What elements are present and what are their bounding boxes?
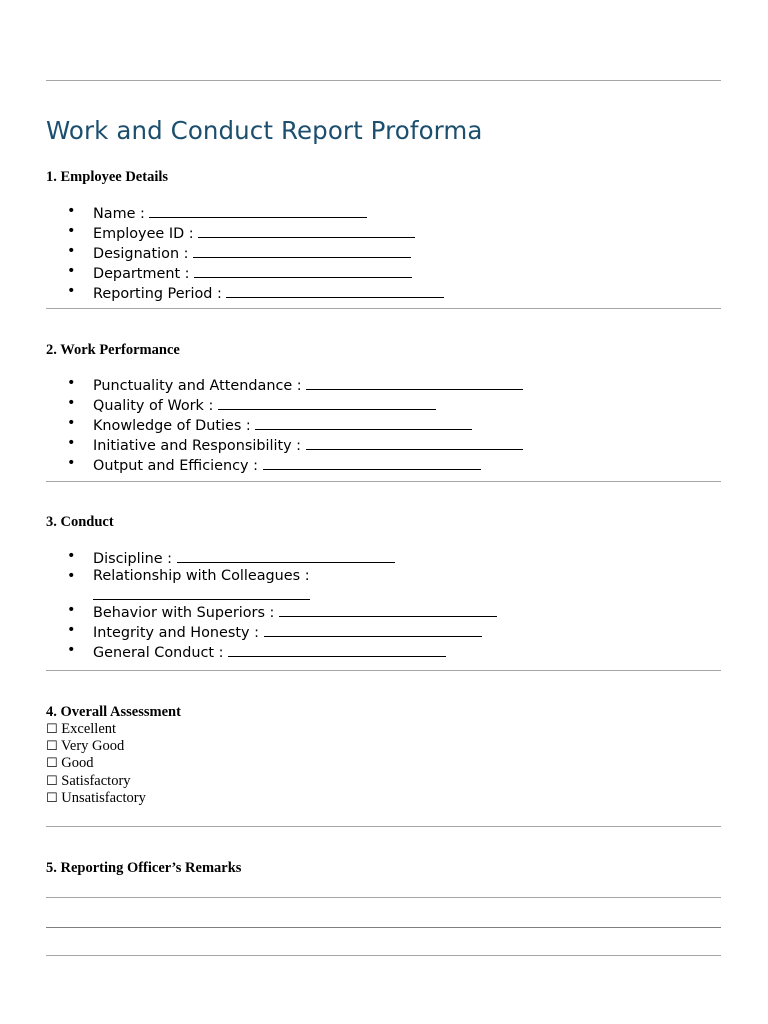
- bullet: •: [67, 263, 76, 279]
- field-label: Knowledge of Duties :: [93, 418, 251, 434]
- checkbox-icon[interactable]: ☐: [46, 790, 58, 806]
- bullet: •: [67, 395, 76, 411]
- discipline-blank-line[interactable]: [177, 548, 395, 563]
- list-item-name: [46, 203, 444, 223]
- superiors-blank-line[interactable]: [279, 602, 497, 617]
- bullet: •: [67, 243, 76, 259]
- option-label: Satisfactory: [61, 772, 131, 789]
- field-label: Employee ID :: [93, 226, 194, 242]
- option-label: Unsatisfactory: [61, 789, 146, 806]
- option-good[interactable]: [46, 755, 146, 772]
- document-title: Work and Conduct Report Proforma: [46, 116, 483, 145]
- list-item-general-conduct: [46, 642, 497, 662]
- option-label: Good: [61, 755, 94, 772]
- field-label: Name :: [93, 206, 145, 222]
- punctuality-blank-line[interactable]: [306, 375, 523, 390]
- field-label: Reporting Period :: [93, 286, 222, 302]
- reporting-period-blank-line[interactable]: [226, 283, 444, 298]
- list-item-designation: [46, 243, 444, 263]
- list-item-quality-of-work: [46, 395, 523, 415]
- field-label: Initiative and Responsibility :: [93, 438, 302, 454]
- field-label: Behavior with Superiors :: [93, 605, 275, 621]
- list-item-department: [46, 263, 444, 283]
- bullet: •: [67, 223, 76, 239]
- option-unsatisfactory[interactable]: [46, 790, 146, 807]
- section-heading-conduct: 3. Conduct: [46, 514, 114, 530]
- checkbox-icon[interactable]: ☐: [46, 722, 58, 737]
- list-item-output: [46, 455, 523, 475]
- field-label: Discipline :: [93, 551, 173, 567]
- bullet: •: [67, 548, 76, 564]
- section-heading-employee-details: 1. Employee Details: [46, 169, 169, 185]
- assessment-options: [46, 721, 146, 807]
- initiative-blank-line[interactable]: [306, 435, 523, 450]
- checkbox-icon[interactable]: ☐: [46, 739, 58, 755]
- option-very-good[interactable]: [46, 738, 146, 755]
- field-label: Relationship with Colleagues :: [93, 568, 310, 584]
- bullet: •: [67, 622, 76, 638]
- checkbox-icon[interactable]: ☐: [46, 756, 58, 772]
- conduct-list: [46, 548, 497, 662]
- field-label: Integrity and Honesty :: [93, 625, 259, 641]
- option-label: Very Good: [61, 738, 125, 755]
- bullet: •: [67, 642, 76, 658]
- field-label: Quality of Work :: [93, 398, 214, 414]
- section-heading-remarks: 5. Reporting Officer’s Remarks: [46, 860, 242, 876]
- field-label: Output and Efficiency :: [93, 458, 258, 474]
- field-label: Punctuality and Attendance :: [93, 378, 302, 394]
- divider: [46, 80, 721, 81]
- bullet: •: [67, 602, 76, 618]
- bullet: •: [67, 435, 76, 451]
- list-item-punctuality: [46, 375, 523, 395]
- bullet: •: [67, 283, 76, 299]
- remarks-line[interactable]: [46, 897, 721, 898]
- list-item-discipline: [46, 548, 497, 568]
- list-item-superiors: [46, 602, 497, 622]
- designation-blank-line[interactable]: [193, 243, 411, 258]
- option-excellent[interactable]: [46, 721, 146, 738]
- knowledge-blank-line[interactable]: [255, 415, 472, 430]
- divider: [46, 826, 721, 827]
- bullet: •: [67, 375, 76, 391]
- work-performance-list: [46, 375, 523, 475]
- section-heading-overall-assessment: 4. Overall Assessment: [46, 704, 181, 720]
- bullet: •: [67, 415, 76, 431]
- employee-id-blank-line[interactable]: [198, 223, 415, 238]
- remarks-line[interactable]: [46, 955, 721, 956]
- colleagues-blank-line[interactable]: [93, 585, 310, 600]
- bullet: •: [67, 455, 76, 471]
- list-item-integrity: [46, 622, 497, 642]
- bullet: •: [67, 203, 76, 219]
- name-blank-line[interactable]: [149, 203, 367, 218]
- field-label: Designation :: [93, 246, 189, 262]
- quality-blank-line[interactable]: [218, 395, 436, 410]
- list-item-knowledge: [46, 415, 523, 435]
- field-label: General Conduct :: [93, 645, 224, 661]
- divider: [46, 670, 721, 671]
- integrity-blank-line[interactable]: [264, 622, 482, 637]
- section-heading-work-performance: 2. Work Performance: [46, 342, 180, 358]
- field-label: Department :: [93, 266, 190, 282]
- general-conduct-blank-line[interactable]: [228, 642, 446, 657]
- option-satisfactory[interactable]: [46, 773, 146, 790]
- option-label: Excellent: [61, 721, 117, 737]
- department-blank-line[interactable]: [194, 263, 412, 278]
- remarks-line[interactable]: [46, 927, 721, 928]
- list-item-initiative: [46, 435, 523, 455]
- divider: [46, 308, 721, 309]
- list-item-colleagues: [46, 568, 497, 602]
- employee-details-list: [46, 203, 444, 303]
- list-item-employee-id: [46, 223, 444, 243]
- divider: [46, 481, 721, 482]
- list-item-reporting-period: [46, 283, 444, 303]
- output-blank-line[interactable]: [263, 455, 481, 470]
- checkbox-icon[interactable]: ☐: [46, 773, 58, 789]
- bullet: •: [67, 568, 76, 584]
